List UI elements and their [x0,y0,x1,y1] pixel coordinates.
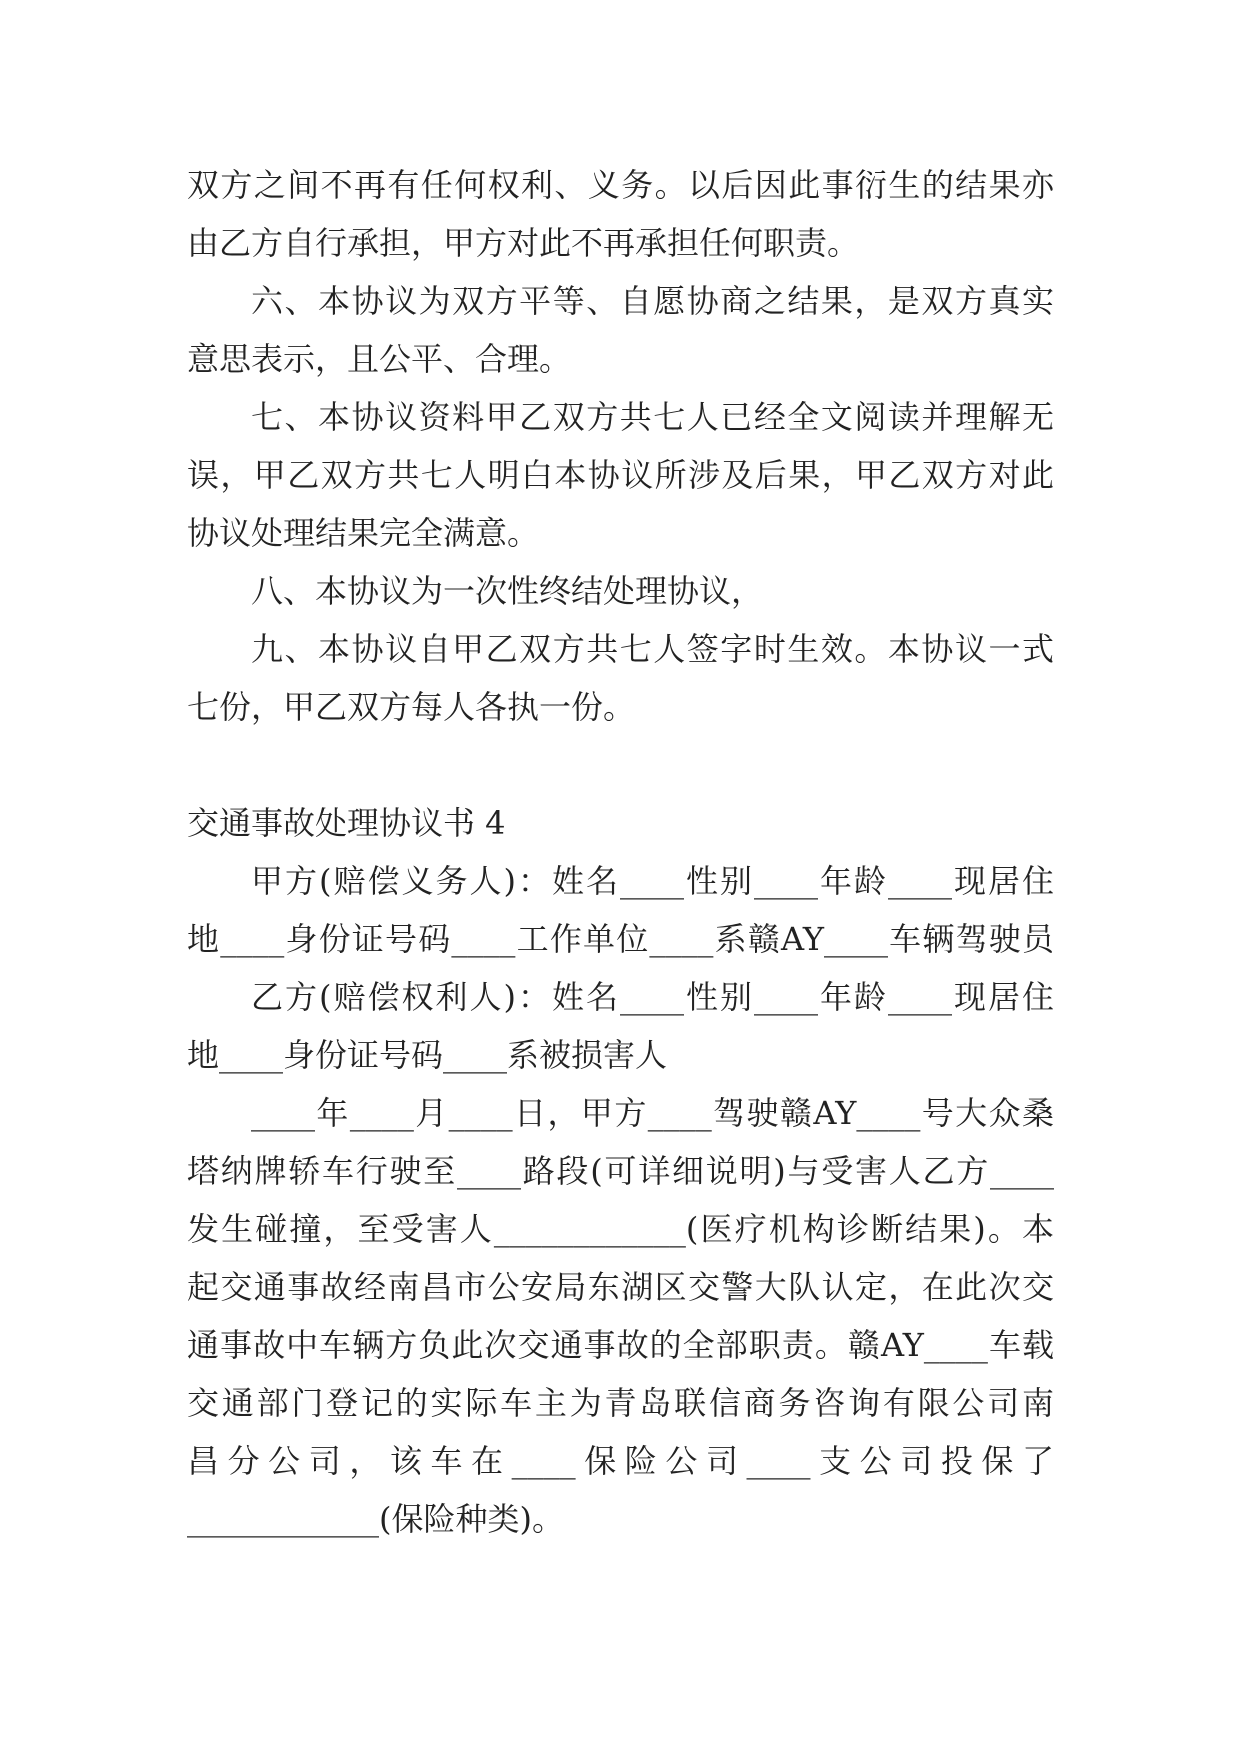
paragraph-line: 六、本协议为双方平等、自愿协商之结果，是双方真实 [251,282,1054,320]
blank-line [187,736,1054,794]
paragraph-line: 双方之间不再有任何权利、义务。以后因此事衍生的结果亦 [187,166,1054,204]
paragraph-line: 意思表示，且公平、合理。 [187,340,572,378]
paragraph-line: 七、本协议资料甲乙双方共七人已经全文阅读并理解无 [251,398,1054,436]
paragraph-line: 八、本协议为一次性终结处理协议， [251,572,764,610]
paragraph-line: 误，甲乙双方共七人明白本协议所涉及后果，甲乙双方对此 [187,456,1054,494]
document-page [187,156,1054,1548]
paragraph-continuation [187,156,1054,272]
paragraph-line: 七份，甲乙双方每人各执一份。 [187,688,636,726]
paragraph-party-b [187,968,1054,1084]
paragraph-line: 发生碰撞，至受害人____________(医疗机构诊断结果)。本 [187,1210,1054,1248]
paragraph-clause-9 [187,620,1054,736]
paragraph-line: 甲方(赔偿义务人)：姓名____性别____年龄____现居住 [251,862,1054,900]
paragraph-clause-8 [187,562,1054,620]
paragraph-line: 昌分公司，该车在____保险公司____支公司投保了 [187,1442,1054,1480]
paragraph-clause-7 [187,388,1054,562]
paragraph-line: ____年____月____日，甲方____驾驶赣AY____号大众桑 [251,1094,1054,1132]
paragraph-line: 协议处理结果完全满意。 [187,514,540,552]
paragraph-line: 地____身份证号码____系被损害人 [187,1036,668,1074]
paragraph-clause-6 [187,272,1054,388]
paragraph-line: 九、本协议自甲乙双方共七人签字时生效。本协议一式 [251,630,1054,668]
paragraph-line: 塔纳牌轿车行驶至____路段(可详细说明)与受害人乙方____ [187,1152,1054,1190]
paragraph-line: ____________(保险种类)。 [187,1500,564,1538]
section-title: 交通事故处理协议书 4 [187,804,506,842]
paragraph-line: 交通部门登记的实际车主为青岛联信商务咨询有限公司南 [187,1384,1054,1422]
paragraph-line: 由乙方自行承担，甲方对此不再承担任何职责。 [187,224,860,262]
paragraph-accident-description [187,1084,1054,1548]
paragraph-line: 地____身份证号码____工作单位____系赣AY____车辆驾驶员 [187,920,1054,958]
paragraph-line: 起交通事故经南昌市公安局东湖区交警大队认定，在此次交 [187,1268,1054,1306]
paragraph-party-a [187,852,1054,968]
paragraph-line: 通事故中车辆方负此次交通事故的全部职责。赣AY____车载 [187,1326,1054,1364]
paragraph-line: 乙方(赔偿权利人)：姓名____性别____年龄____现居住 [251,978,1054,1016]
